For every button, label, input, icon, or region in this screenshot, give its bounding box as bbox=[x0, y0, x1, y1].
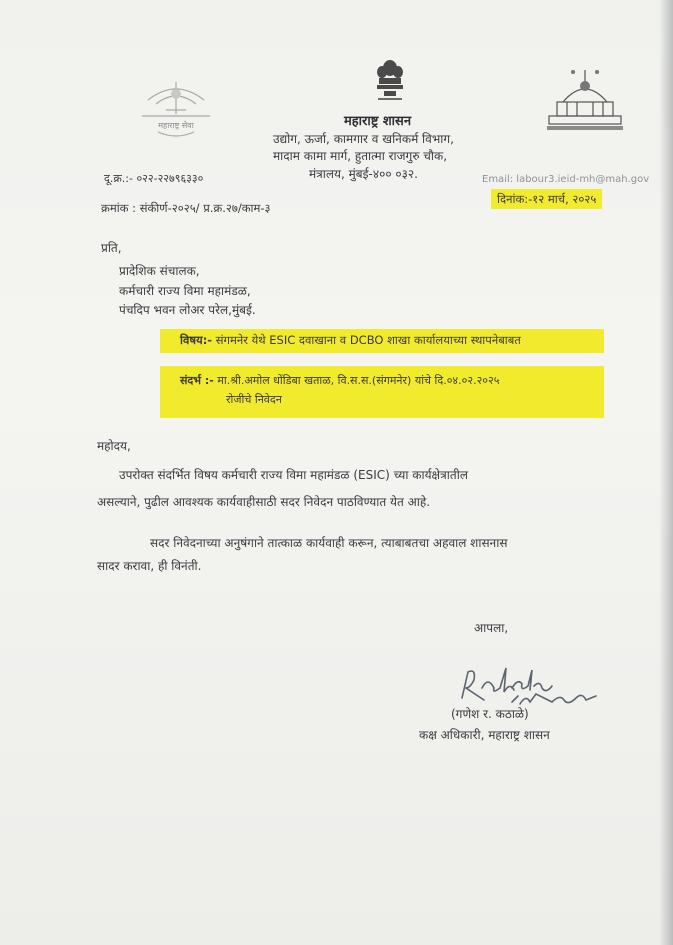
letter-date: दिनांक:-१२ मार्च, २०२५ bbox=[491, 189, 602, 209]
department-name: उद्योग, ऊर्जा, कामगार व खनिकर्म विभाग, bbox=[273, 132, 454, 146]
reference-label: संदर्भ :- bbox=[180, 374, 214, 387]
paragraph-2-line-1: सदर निवेदनाच्या अनुषंगाने तात्काळ कार्यवाही करून, त्याबाबतचा अहवाल शासनास bbox=[150, 536, 508, 550]
reference-line-2: रोजीचे निवेदन bbox=[226, 393, 282, 406]
reference-block bbox=[160, 366, 604, 418]
phone-number: दू.क्र.:- ०२२-२२७९६३३० bbox=[104, 172, 204, 185]
reference-number: क्रमांक : संकीर्ण-२०२५/ प्र.क्र.२७/काम-३ bbox=[101, 201, 271, 215]
mantralaya-building-logo bbox=[543, 62, 627, 138]
email-address: Email: labour3.ieid-mh@mah.gov bbox=[482, 174, 650, 185]
paragraph-2-line-2: सादर करावा, ही विनंती. bbox=[97, 559, 202, 573]
org-name: महाराष्ट्र शासन bbox=[344, 114, 412, 129]
national-emblem-icon bbox=[372, 58, 408, 104]
reference-line-1: मा.श्री.अमोल धोंडिबा खताळ, वि.स.स.(संगमनेर) यांचे दि.०४.०२.२०२५ bbox=[217, 374, 500, 387]
recipient-line-2: कर्मचारी राज्य विमा महामंडळ, bbox=[119, 284, 251, 298]
address-line-1: मादाम कामा मार्ग, हुतात्मा राजगुरु चौक, bbox=[273, 149, 448, 163]
handwritten-signature bbox=[456, 658, 606, 710]
left-logo-caption: महाराष्ट्र सेवा bbox=[158, 121, 194, 130]
signatory-name: (गणेश र. कठाळे) bbox=[451, 707, 529, 721]
maharashtra-seva-logo bbox=[128, 70, 224, 145]
subject-text: संगमनेर येथे ESIC दवाखाना व DCBO शाखा कार्यालयाच्या स्थापनेबाबत bbox=[215, 333, 521, 347]
paragraph-1-line-2: असल्याने, पुढील आवश्यक कार्यवाहीसाठी सदर निवेदन पाठविण्यात येत आहे. bbox=[97, 495, 431, 509]
recipient-line-1: प्रादेशिक संचालक, bbox=[119, 264, 200, 278]
paragraph-1-line-1: उपरोक्त संदर्भित विषय कर्मचारी राज्य विमा महामंडळ (ESIC) च्या कार्यक्षेत्रातील bbox=[119, 468, 468, 482]
recipient-line-3: पंचदिप भवन लोअर परेल,मुंबई. bbox=[119, 303, 256, 317]
subject-label: विषय:- bbox=[180, 333, 213, 347]
subject-line bbox=[160, 329, 604, 353]
page-edge-shadow bbox=[659, 0, 673, 945]
closing-yours: आपला, bbox=[474, 621, 509, 635]
salutation: महोदय, bbox=[97, 439, 131, 453]
recipient-prefix: प्रति, bbox=[101, 241, 122, 255]
address-line-2: मंत्रालय, मुंबई-४०० ०३२. bbox=[309, 167, 418, 181]
signatory-title: कक्ष अधिकारी, महाराष्ट्र शासन bbox=[419, 728, 550, 742]
